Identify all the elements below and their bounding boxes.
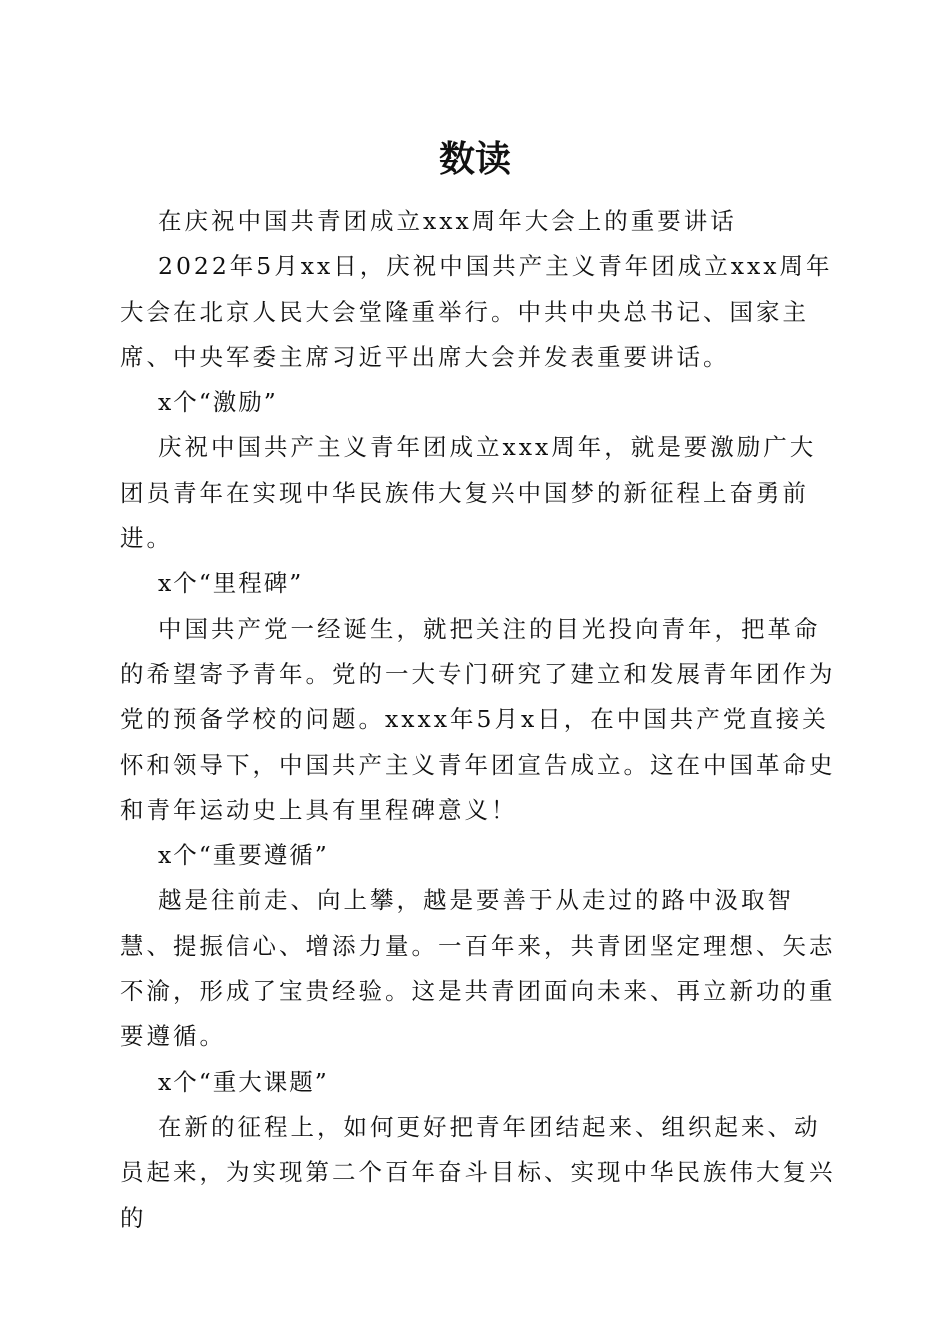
paragraph-guidance: 越是往前走、向上攀，越是要善于从走过的路中汲取智慧、提振信心、增添力量。一百年来，共青团坚定理想、矢志不渝，形成了宝贵经验。这是共青团面向未来、再立新功的重要遵循。	[120, 886, 836, 1051]
section-heading-encouragement: x个“激励”	[158, 388, 278, 417]
section-heading-milestone: x个“里程碑”	[158, 569, 304, 598]
paragraph-encouragement: 庆祝中国共产主义青年团成立xxx周年，就是要激励广大团员青年在实现中华民族伟大复兴中国梦的新征程上奋勇前进。	[120, 433, 817, 553]
paragraph-intro: 2022年5月xx日，庆祝中国共产主义青年团成立xxx周年大会在北京人民大会堂隆重举行。中共中央总书记、国家主席、中央军委主席习近平出席大会并发表重要讲话。	[120, 252, 833, 371]
section-heading-guidance: x个“重要遵循”	[158, 841, 329, 870]
section-heading-major-topic: x个“重大课题”	[158, 1067, 329, 1096]
paragraph-speech-title: 在庆祝中国共青团成立xxx周年大会上的重要讲话	[158, 207, 737, 235]
paragraph-major-topic: 在新的征程上，如何更好把青年团结起来、组织起来、动员起来，为实现第二个百年奋斗目标、实现中华民族伟大复兴的	[120, 1112, 836, 1232]
page-title: 数读	[438, 138, 511, 180]
paragraph-milestone: 中国共产党一经诞生，就把关注的目光投向青年，把革命的希望寄予青年。党的一大专门研究了建立和发展青年团作为党的预备学校的问题。xxxx年5月x日，在中国共产党直接关怀和领导下，中国共产主义青年团宣告成立。这在中国革命史和青年运动史上具有里程碑意义！	[120, 614, 836, 824]
document-body	[120, 199, 840, 1241]
